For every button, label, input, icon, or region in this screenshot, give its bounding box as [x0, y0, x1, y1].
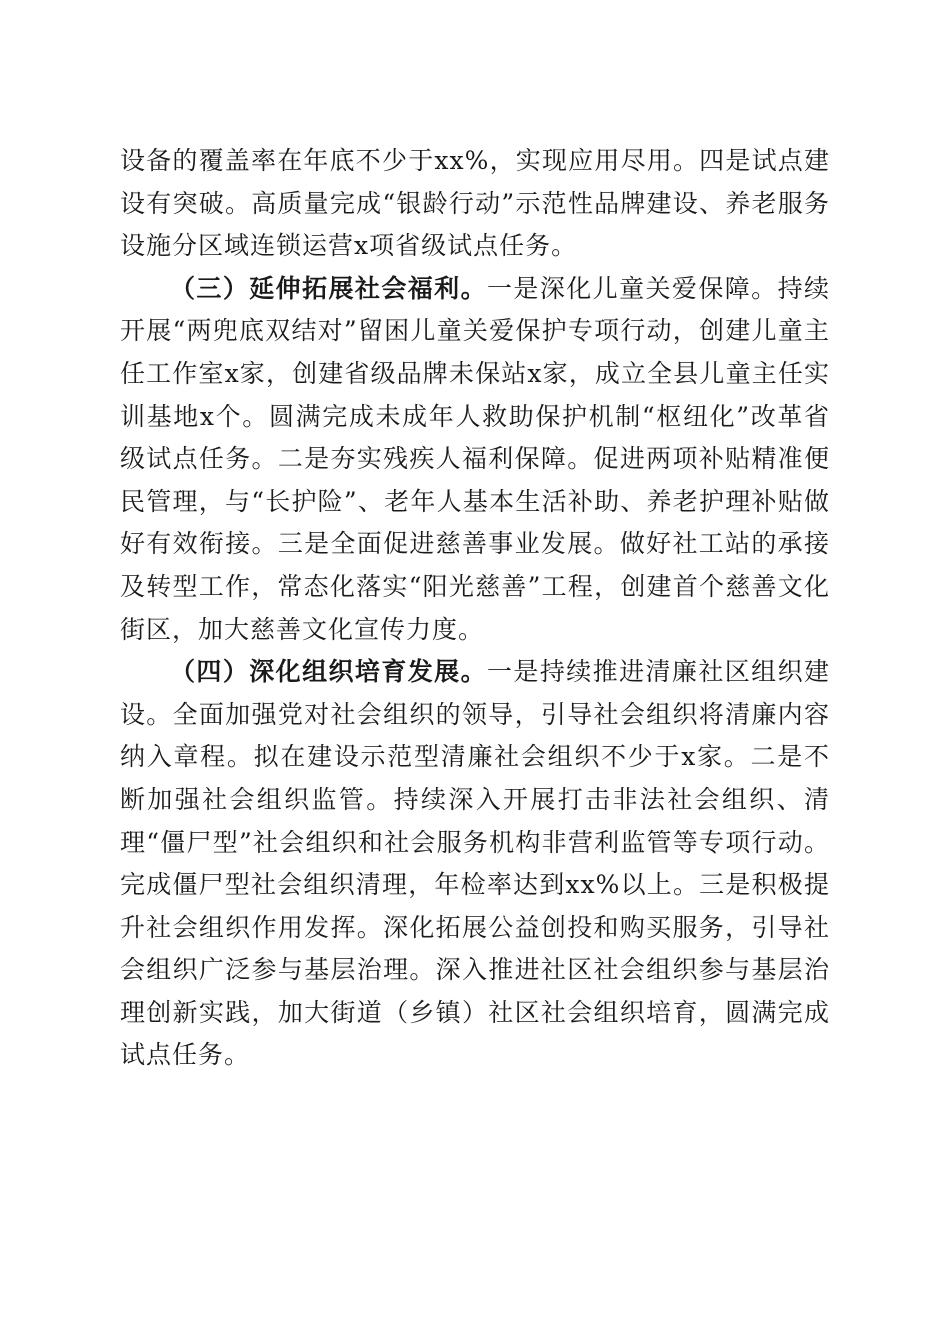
paragraph-text: 设备的覆盖率在年底不少于xx%，实现应用尽用。四是试点建设有突破。高质量完成“银龄行动”示范性品牌建设、养老服务设施分区域连锁运营x项省级试点任务。: [120, 146, 830, 261]
document-body: [120, 140, 830, 1077]
paragraph-section-3: [120, 268, 830, 651]
section-heading-3: （三）延伸拓展社会福利。: [170, 273, 487, 303]
paragraph-section-4: [120, 651, 830, 1077]
paragraph-text: 一是深化儿童关爱保障。持续开展“两兜底双结对”留困儿童关爱保护专项行动，创建儿童主任工作室x家，创建省级品牌未保站x家，成立全县儿童主任实训基地x个。圆满完成未成年人救助保护机制“枢纽化”改革省级试点任务。二是夯实残疾人福利保障。促进两项补贴精准便民管理，与“长护险”、老年人基本生活补助、养老护理补贴做好有效衔接。三是全面促进慈善事业发展。做好社工站的承接及转型工作，常态化落实“阳光慈善”工程，创建首个慈善文化街区，加大慈善文化宣传力度。: [120, 273, 830, 644]
paragraph-continuation: [120, 140, 830, 268]
paragraph-text: 一是持续推进清廉社区组织建设。全面加强党对社会组织的领导，引导社会组织将清廉内容纳入章程。拟在建设示范型清廉社会组织不少于x家。二是不断加强社会组织监管。持续深入开展打击非法社会组织、清理“僵尸型”社会组织和社会服务机构非营利监管等专项行动。完成僵尸型社会组织清理，年检率达到xx%以上。三是积极提升社会组织作用发挥。深化拓展公益创投和购买服务，引导社会组织广泛参与基层治理。深入推进社区社会组织参与基层治理创新实践，加大街道（乡镇）社区社会组织培育，圆满完成试点任务。: [120, 657, 830, 1070]
section-heading-4: （四）深化组织培育发展。: [170, 657, 487, 687]
